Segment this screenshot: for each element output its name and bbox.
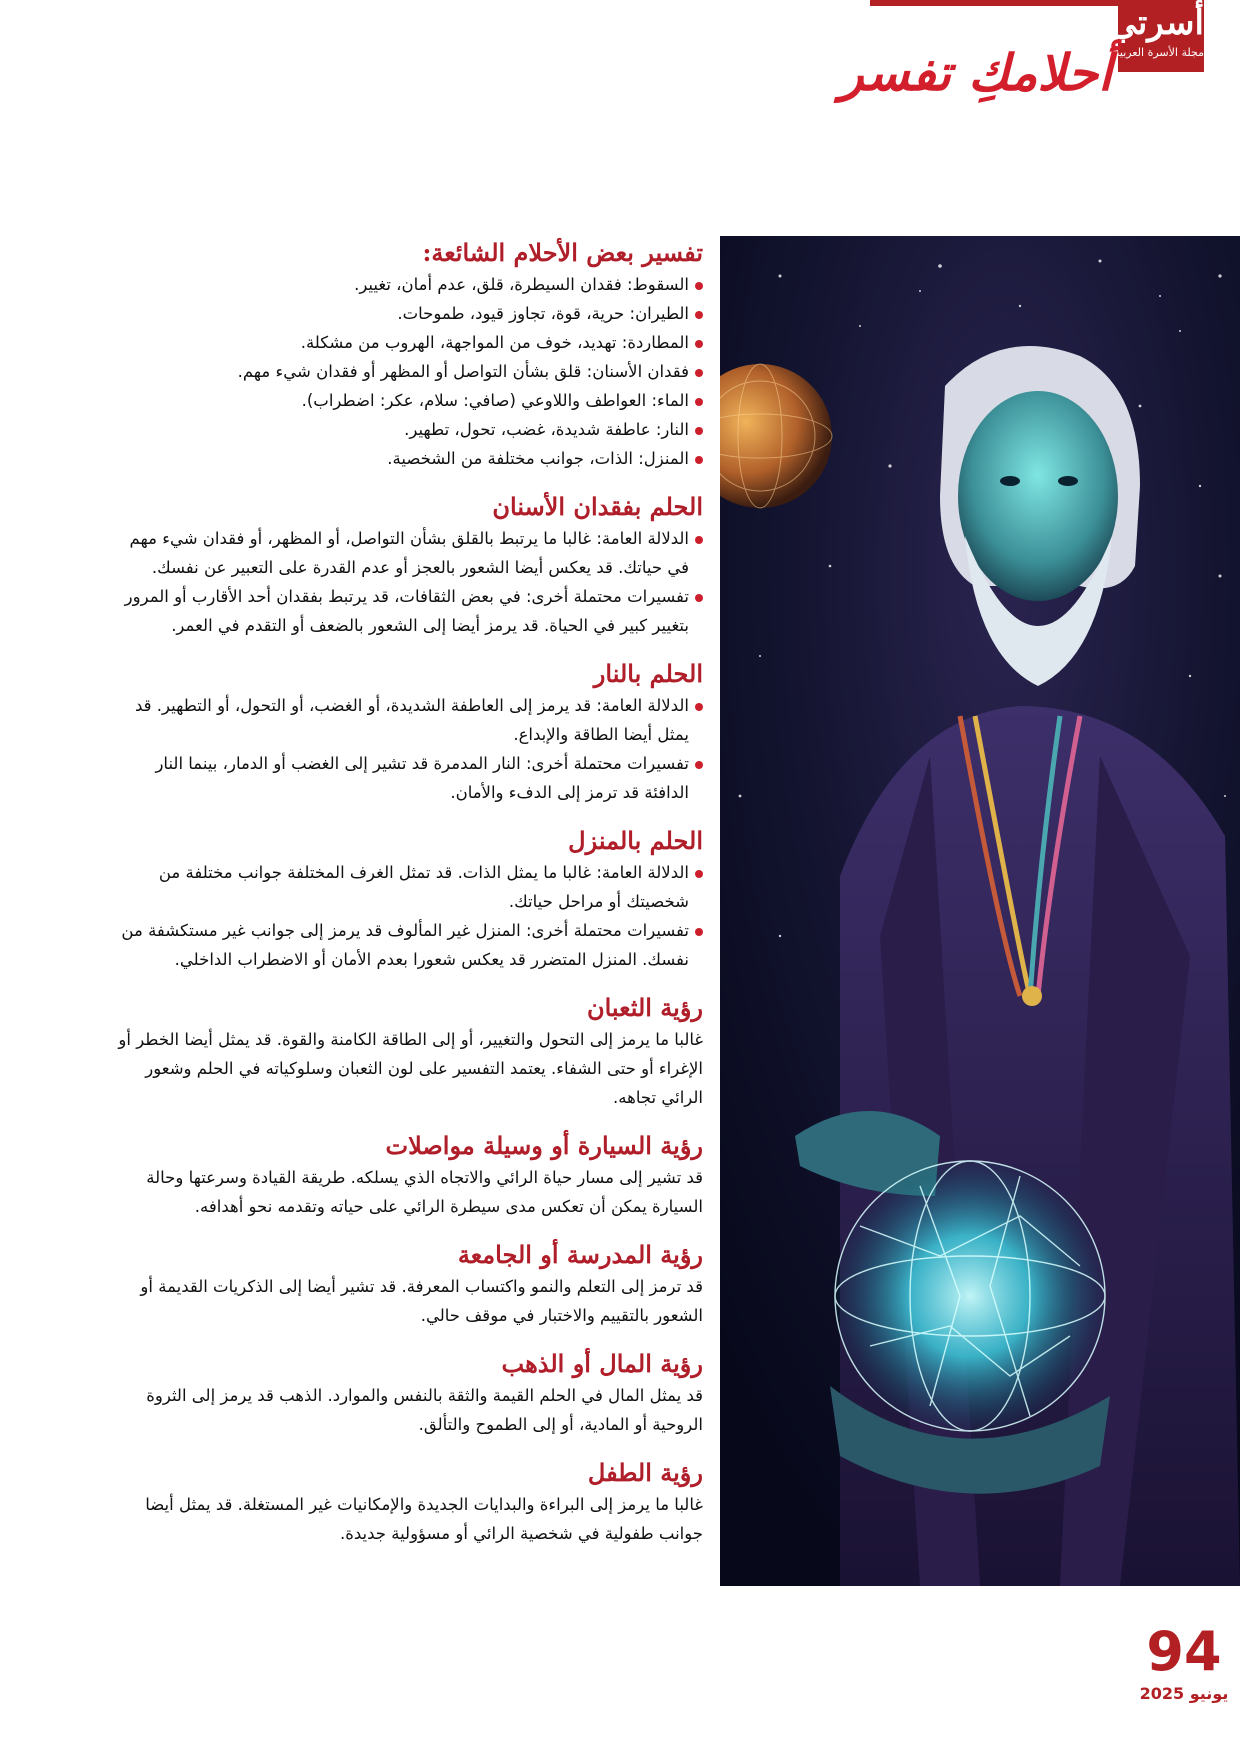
section-heading: رؤية المال أو الذهب	[501, 1349, 703, 1378]
logo-text: أسرتي	[1109, 3, 1204, 43]
section-paragraph: غالبا ما يرمز إلى التحول والتغيير، أو إلى الطاقة الكامنة والقوة. قد يمثل أيضا الخطر أو الإغراء أو حتى الشفاء. يعتمد التفسير على لون الثعبان وسلوكياته في الحلم وشعور الرائي تجاهه.	[118, 1030, 703, 1107]
list-item: تفسيرات محتملة أخرى: المنزل غير المألوف قد يرمز إلى جوانب غير مستكشفة من نفسك. المنزل المتضرر قد يعكس شعورا بعدم الأمان أو الاضطراب الداخلي.	[118, 916, 703, 974]
section-money	[118, 1347, 703, 1439]
list-item: الدلالة العامة: غالبا ما يمثل الذات. قد تمثل الغرف المختلفة جوانب مختلفة من شخصيتك أو مراحل حياتك.	[118, 858, 703, 916]
section-house	[118, 824, 703, 974]
section-heading: الحلم بفقدان الأسنان	[492, 492, 703, 521]
section-title: أحلامكِ تفسر	[839, 43, 1112, 102]
section-snake	[118, 991, 703, 1112]
wizard-illustration	[720, 236, 1240, 1586]
section-heading: الحلم بالنار	[593, 659, 703, 688]
list-item: فقدان الأسنان: قلق بشأن التواصل أو المظهر أو فقدان شيء مهم.	[118, 357, 703, 386]
section-school	[118, 1238, 703, 1330]
section-paragraph: قد يمثل المال في الحلم القيمة والثقة بالنفس والموارد. الذهب قد يرمز إلى الثروة الروحية أو المادية، أو إلى الطموح والتألق.	[146, 1386, 703, 1434]
section-heading: رؤية الثعبان	[586, 993, 703, 1022]
section-heading: رؤية الطفل	[587, 1458, 703, 1487]
header-bar	[870, 0, 1130, 6]
section-losing-teeth	[118, 490, 703, 640]
list-item: تفسيرات محتملة أخرى: النار المدمرة قد تشير إلى الغضب أو الدمار، بينما النار الدافئة قد ترمز إلى الدفء والأمان.	[118, 749, 703, 807]
list-item: تفسيرات محتملة أخرى: في بعض الثقافات، قد يرتبط بفقدان أحد الأقارب أو المرور بتغيير كبير في الحياة. قد يرمز أيضا إلى الشعور بالضعف أو التقدم في العمر.	[118, 582, 703, 640]
list-item: الماء: العواطف واللاوعي (صافي: سلام، عكر: اضطراب).	[118, 386, 703, 415]
section-heading: الحلم بالمنزل	[568, 826, 703, 855]
section-heading: رؤية المدرسة أو الجامعة	[457, 1240, 703, 1269]
magazine-logo	[1109, 0, 1204, 72]
logo-subtitle: مجلة الأسرة العربية	[1114, 46, 1204, 59]
list-item: الدلالة العامة: قد يرمز إلى العاطفة الشديدة، أو الغضب، أو التحول، أو التطهير. قد يمثل أيضا الطاقة والإبداع.	[118, 691, 703, 749]
section-heading: رؤية السيارة أو وسيلة مواصلات	[385, 1131, 703, 1160]
section-car	[118, 1129, 703, 1221]
list-item: المطاردة: تهديد، خوف من المواجهة، الهروب من مشكلة.	[118, 328, 703, 357]
section-paragraph: غالبا ما يرمز إلى البراءة والبدايات الجديدة والإمكانيات غير المستغلة. قد يمثل أيضا جوانب طفولية في شخصية الرائي أو مسؤولية جديدة.	[145, 1495, 703, 1543]
list-item: السقوط: فقدان السيطرة، قلق، عدم أمان، تغيير.	[118, 270, 703, 299]
list-item: الطيران: حرية، قوة، تجاوز قيود، طموحات.	[118, 299, 703, 328]
section-child	[118, 1456, 703, 1548]
list-item: الدلالة العامة: غالبا ما يرتبط بالقلق بشأن التواصل، أو المظهر، أو فقدان شيء مهم في حياتك. قد يعكس أيضا الشعور بالعجز أو عدم القدرة على التعبير عن نفسك.	[118, 524, 703, 582]
section-paragraph: قد تشير إلى مسار حياة الرائي والاتجاه الذي يسلكه. طريقة القيادة وسرعتها وحالة السيارة يمكن أن تعكس مدى سيطرة الرائي على حياته وتقدمه نحو أهدافه.	[146, 1168, 703, 1216]
page-number: 94	[1146, 1620, 1222, 1683]
article-column	[118, 236, 703, 1565]
list-item: النار: عاطفة شديدة، غضب، تحول، تطهير.	[118, 415, 703, 444]
section-common-dreams	[118, 236, 703, 473]
issue-date: يونيو 2025	[1139, 1684, 1229, 1703]
section-fire	[118, 657, 703, 807]
list-item: المنزل: الذات، جوانب مختلفة من الشخصية.	[118, 444, 703, 473]
section-paragraph: قد ترمز إلى التعلم والنمو واكتساب المعرفة. قد تشير أيضا إلى الذكريات القديمة أو الشعور بالتقييم والاختبار في موقف حالي.	[140, 1277, 703, 1325]
section-heading: تفسير بعض الأحلام الشائعة:	[422, 238, 703, 267]
